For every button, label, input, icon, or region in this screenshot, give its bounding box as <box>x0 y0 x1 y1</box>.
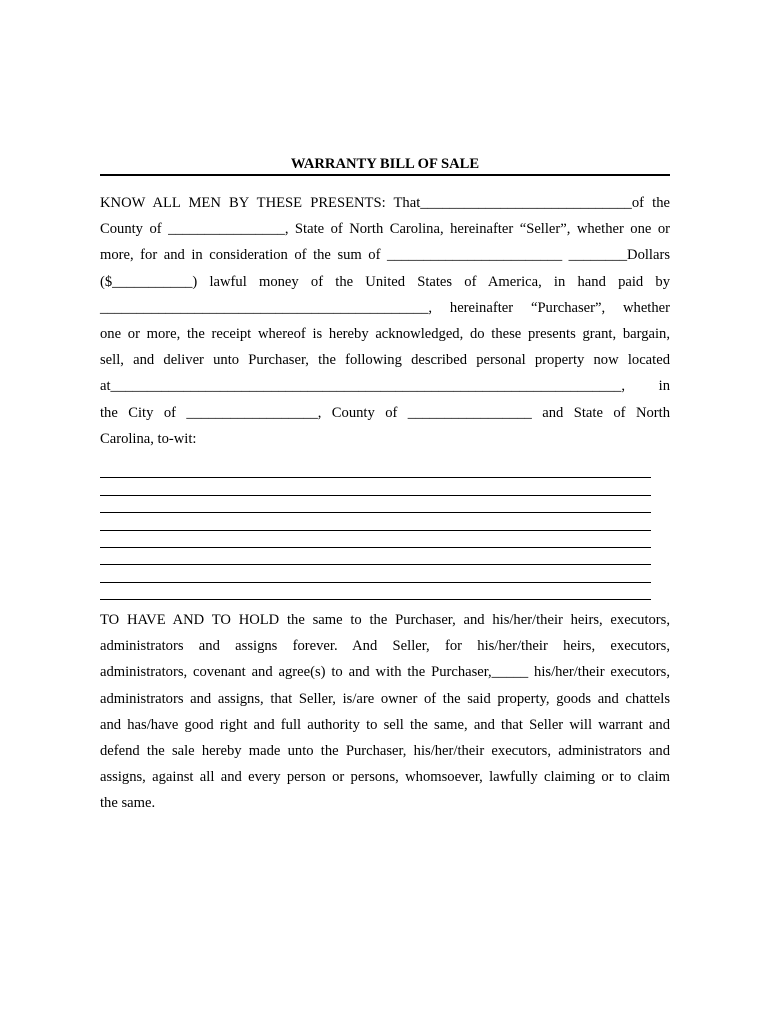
text-line: and has/have good right and full authority to sell the same, and that Seller will warrant and <box>100 716 670 733</box>
text-line: assigns, against all and every person or persons, whomsoever, lawfully claiming or to claim <box>100 769 670 786</box>
blank-line <box>100 548 651 565</box>
text-line: defend the sale hereby made unto the Purchaser, his/her/their executors, administrators and <box>100 742 670 759</box>
title-underline <box>100 174 670 176</box>
blank-line <box>100 496 651 513</box>
blank-line <box>100 565 651 582</box>
paragraph-to-have-and-to-hold <box>100 607 670 817</box>
blank-line <box>100 513 651 530</box>
blank-line <box>100 461 651 478</box>
text-line: KNOW ALL MEN BY THESE PRESENTS: That_____________________________of the <box>100 195 670 211</box>
blank-line <box>100 531 651 548</box>
text-line: TO HAVE AND TO HOLD the same to the Purchaser, and his/her/their heirs, executors, <box>100 612 670 628</box>
text-line: administrators, covenant and agree(s) to and with the Purchaser,_____ his/her/their executors, <box>100 664 670 681</box>
text-line: the same. <box>100 795 156 812</box>
text-line: at______________________________________________________________________, in <box>100 378 670 395</box>
paragraph-know-all-men <box>100 190 670 452</box>
text-line: Carolina, to-wit: <box>100 430 197 447</box>
text-line: more, for and in consideration of the sum of ________________________ ________Dollars <box>100 247 670 264</box>
text-line: ($___________) lawful money of the United States of America, in hand paid by <box>100 273 670 290</box>
text-line: administrators and assigns, that Seller, is/are owner of the said property, goods and chattels <box>100 690 670 707</box>
property-description-lines <box>100 461 651 600</box>
text-line: one or more, the receipt whereof is hereby acknowledged, do these presents grant, bargain, <box>100 325 670 342</box>
text-line: County of ________________, State of North Carolina, hereinafter “Seller”, whether one or <box>100 221 670 238</box>
document-title: WARRANTY BILL OF SALE <box>290 156 480 172</box>
text-line: the City of __________________, County of _________________ and State of North <box>100 404 670 421</box>
text-line: administrators and assigns forever. And Seller, for his/her/their heirs, executors, <box>100 638 670 655</box>
blank-line <box>100 583 651 600</box>
text-line: _____________________________________________, hereinafter “Purchaser”, whether <box>100 299 670 316</box>
blank-line <box>100 478 651 495</box>
text-line: sell, and deliver unto Purchaser, the following described personal property now located <box>100 352 670 369</box>
